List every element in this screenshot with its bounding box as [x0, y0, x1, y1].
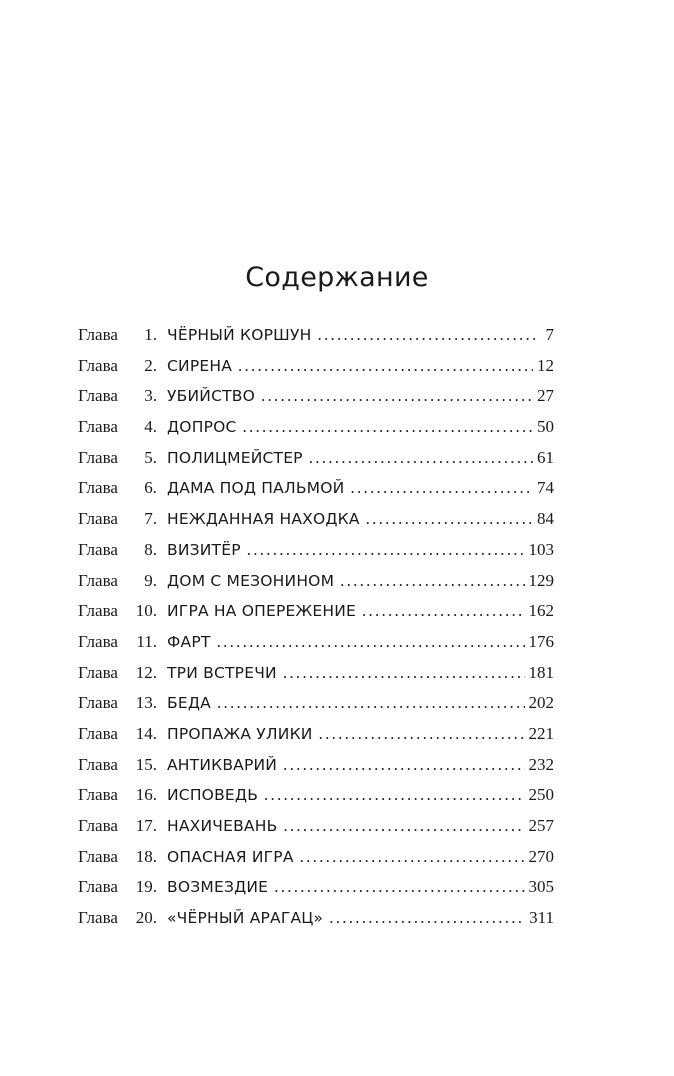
toc-entry [78, 478, 554, 509]
chapter-word: Глава [78, 785, 118, 805]
chapter-title: ИГРА НА ОПЕРЕЖЕНИЕ [167, 602, 357, 621]
chapter-number: 1. [144, 325, 157, 344]
chapter-number: 12. [135, 662, 157, 682]
page-number: 232 [528, 754, 554, 774]
toc-entry [78, 356, 554, 387]
dot-leader [362, 601, 524, 621]
toc-entry [78, 877, 554, 908]
dot-leader [283, 816, 524, 836]
toc-entry [78, 847, 554, 878]
dot-leader [261, 386, 533, 406]
chapter-number: 7. [144, 509, 157, 529]
toc-entry [78, 908, 554, 939]
chapter-title: БЕДА [167, 694, 211, 713]
chapter-word: Глава [78, 723, 118, 743]
toc-entry [78, 386, 554, 417]
chapter-title: НЕЖДАННАЯ НАХОДКА [167, 510, 360, 529]
chapter-number: 17. [135, 816, 157, 835]
dot-leader [350, 478, 533, 498]
toc-entry [78, 785, 554, 816]
chapter-word: Глава [78, 509, 118, 529]
dot-leader [329, 908, 525, 928]
chapter-word: Глава [78, 447, 118, 467]
chapter-number: 8. [144, 539, 157, 559]
chapter-number: 5. [144, 447, 157, 467]
dot-leader [247, 540, 525, 560]
page-number: 7 [545, 325, 554, 344]
chapter-title: «ЧЁРНЫЙ АРАГАЦ» [167, 909, 324, 928]
chapter-word: Глава [78, 570, 118, 590]
toc-entry [78, 663, 554, 694]
dot-leader [217, 693, 525, 713]
chapter-title: ПОЛИЦМЕЙСТЕР [167, 448, 303, 467]
chapter-title: НАХИЧЕВАНЬ [167, 817, 278, 835]
chapter-number: 13. [135, 693, 157, 713]
page-number: 103 [528, 539, 554, 559]
page-number: 27 [537, 386, 554, 406]
chapter-word: Глава [78, 877, 118, 897]
toc-entry [78, 724, 554, 755]
chapter-word: Глава [78, 478, 118, 498]
toc-entry [78, 693, 554, 724]
chapter-word: Глава [78, 601, 118, 621]
chapter-title: ИСПОВЕДЬ [167, 786, 259, 805]
chapter-word: Глава [78, 417, 118, 437]
chapter-word: Глава [78, 754, 118, 774]
chapter-word: Глава [78, 539, 118, 559]
dot-leader [300, 847, 525, 867]
page-number: 250 [528, 785, 554, 805]
dot-leader [283, 663, 525, 683]
chapter-title: АНТИКВАРИЙ [167, 755, 278, 774]
chapter-word: Глава [78, 693, 118, 713]
chapter-word: Глава [78, 325, 118, 344]
page-number: 176 [528, 631, 554, 651]
chapter-title: ПРОПАЖА УЛИКИ [167, 724, 313, 743]
chapter-title: ВОЗМЕЗДИЕ [167, 878, 269, 897]
dot-leader [238, 356, 533, 376]
chapter-word: Глава [78, 816, 118, 835]
toc-entry [78, 816, 554, 847]
chapter-number: 10. [135, 601, 157, 621]
page-number: 181 [528, 662, 554, 682]
chapter-word: Глава [78, 355, 118, 375]
page-number: 305 [528, 877, 554, 897]
chapter-number: 2. [144, 355, 157, 375]
page-number: 202 [528, 693, 554, 713]
dot-leader [243, 417, 533, 437]
chapter-word: Глава [78, 846, 118, 866]
chapter-title: ФАРТ [167, 632, 211, 651]
page-number: 221 [528, 723, 554, 743]
toc-entry [78, 601, 554, 632]
chapter-title: ДАМА ПОД ПАЛЬМОЙ [167, 479, 345, 498]
page-number: 50 [537, 417, 554, 437]
chapter-number: 14. [135, 723, 157, 743]
chapter-title: УБИЙСТВО [167, 387, 255, 406]
dot-leader [283, 755, 524, 775]
page-number: 311 [529, 908, 554, 928]
dot-leader [274, 877, 524, 897]
chapter-word: Глава [78, 908, 118, 928]
page-title: Содержание [245, 262, 429, 293]
page-number: 84 [537, 509, 554, 529]
toc-entry [78, 632, 554, 663]
page-number: 12 [537, 355, 554, 375]
chapter-title: СИРЕНА [167, 356, 233, 375]
chapter-number: 20. [135, 908, 157, 928]
dot-leader [366, 509, 533, 529]
toc-entry [78, 540, 554, 571]
toc-entry [78, 755, 554, 786]
chapter-number: 3. [144, 386, 157, 406]
page-number: 129 [528, 570, 554, 590]
chapter-number: 4. [144, 417, 157, 437]
table-of-contents [78, 325, 554, 939]
page-number: 257 [528, 816, 554, 835]
chapter-title: ВИЗИТЁР [167, 540, 241, 559]
chapter-number: 11. [136, 631, 157, 651]
chapter-title: ДОМ С МЕЗОНИНОМ [167, 571, 335, 590]
toc-entry [78, 509, 554, 540]
dot-leader [340, 571, 524, 591]
page-number: 74 [537, 478, 554, 498]
chapter-title: ДОПРОС [167, 418, 237, 437]
chapter-title: ЧЁРНЫЙ КОРШУН [167, 326, 312, 344]
toc-entry [78, 325, 554, 356]
dot-leader [309, 448, 533, 468]
chapter-word: Глава [78, 662, 118, 682]
chapter-title: ТРИ ВСТРЕЧИ [167, 663, 277, 682]
page-number: 162 [528, 601, 554, 621]
page-number: 61 [537, 447, 554, 467]
toc-entry [78, 571, 554, 602]
chapter-number: 9. [144, 570, 157, 590]
chapter-word: Глава [78, 631, 118, 651]
dot-leader [217, 632, 525, 652]
toc-entry [78, 448, 554, 479]
chapter-number: 19. [135, 877, 157, 897]
chapter-title: ОПАСНАЯ ИГРА [167, 847, 294, 866]
chapter-number: 6. [144, 478, 157, 498]
chapter-number: 15. [135, 754, 157, 774]
chapter-number: 16. [135, 785, 157, 805]
toc-entry [78, 417, 554, 448]
page-number: 270 [528, 846, 554, 866]
dot-leader [264, 785, 524, 805]
chapter-word: Глава [78, 386, 118, 406]
chapter-number: 18. [135, 846, 157, 866]
dot-leader [319, 724, 525, 744]
dot-leader [317, 325, 536, 345]
